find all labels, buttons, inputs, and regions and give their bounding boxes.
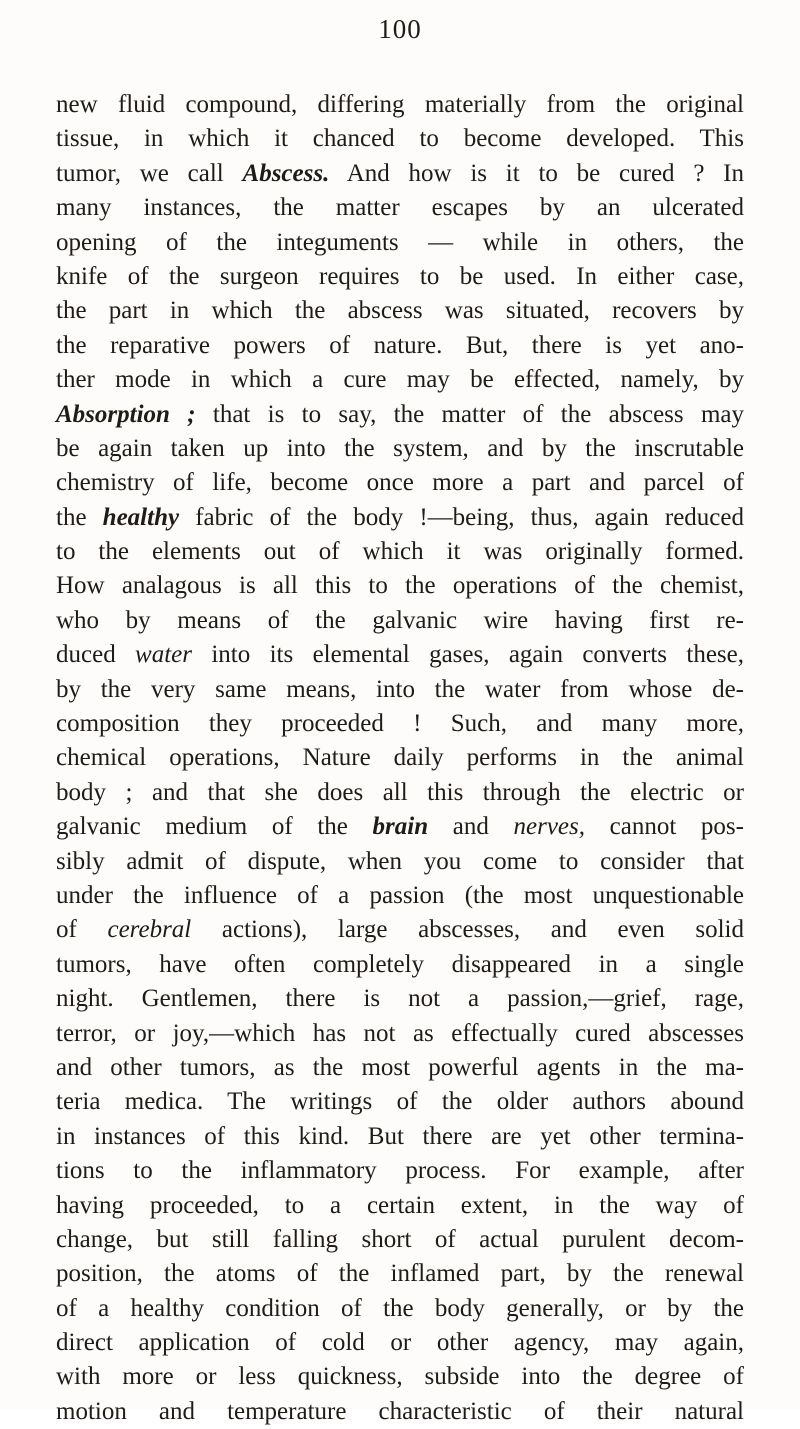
text-line (56, 1189, 744, 1223)
text-line (56, 1085, 744, 1119)
text-line (56, 501, 744, 535)
text-segment: night. Gentlemen, there is not a passion,—grief, rage, (56, 985, 744, 1013)
text-segment: motion and temperature characteristic of their natural (56, 1397, 744, 1425)
text-segment: tions to the inflammatory process. For example, after (56, 1157, 744, 1185)
text-segment: many instances, the matter escapes by an ulcerated (56, 194, 744, 222)
text-segment: ther mode in which a cure may be effected, namely, by (56, 366, 744, 394)
body-text (56, 88, 744, 1429)
text-segment: in instances of this kind. But there are yet other termina- (56, 1122, 744, 1150)
text-line (56, 398, 744, 432)
text-segment: sibly admit of dispute, when you come to consider that (56, 847, 744, 875)
text-line (56, 1017, 744, 1051)
text-line (56, 1051, 744, 1085)
text-line (56, 673, 744, 707)
text-segment: galvanic medium of the (56, 813, 373, 841)
text-segment: fabric of the body !—being, thus, again reduced (179, 503, 745, 531)
text-segment: cannot pos- (585, 813, 744, 841)
text-segment: and (428, 813, 514, 841)
text-segment: tumors, have often completely disappeared in a single (56, 950, 744, 978)
text-segment: the part in which the abscess was situated, recovers by (56, 297, 744, 325)
page-number: 100 (378, 14, 422, 44)
text-line (56, 294, 744, 328)
text-line (56, 1223, 744, 1257)
text-line (56, 1395, 744, 1429)
text-segment: teria medica. The writings of the older authors abound (56, 1088, 744, 1116)
emphasized-text: healthy (102, 503, 180, 531)
text-line (56, 122, 744, 156)
text-line (56, 1154, 744, 1188)
text-segment: terror, or joy,—which has not as effectually cured abscesses (56, 1019, 744, 1047)
text-segment: be again taken up into the system, and by the inscrutable (56, 434, 744, 462)
text-segment: And how is it to be cured ? In (329, 159, 745, 187)
text-line (56, 1120, 744, 1154)
text-segment: position, the atoms of the inflamed part, by the renewal (56, 1260, 744, 1288)
text-line (56, 535, 744, 569)
emphasized-text: nerves, (513, 813, 586, 841)
text-segment: by the very same means, into the water from whose de- (56, 675, 744, 703)
text-segment: tissue, in which it chanced to become developed. This (56, 125, 744, 153)
text-segment: having proceeded, to a certain extent, in the way of (56, 1191, 744, 1219)
text-line (56, 329, 744, 363)
text-line (56, 982, 744, 1016)
text-line (56, 226, 744, 260)
text-segment: to the elements out of which it was originally formed. (56, 538, 744, 566)
text-segment: direct application of cold or other agency, may again, (56, 1329, 744, 1357)
text-segment: opening of the integuments — while in others, the (56, 228, 744, 256)
emphasized-text: Abscess. (242, 159, 330, 187)
text-line (56, 776, 744, 810)
text-segment: change, but still falling short of actual purulent decom- (56, 1225, 744, 1253)
text-line (56, 1257, 744, 1291)
text-line (56, 432, 744, 466)
text-segment: and other tumors, as the most powerful agents in the ma- (56, 1053, 744, 1081)
text-segment: into its elemental gases, again converts these, (192, 641, 744, 669)
text-line (56, 157, 744, 191)
text-line (56, 638, 744, 672)
text-line (56, 1326, 744, 1360)
emphasized-text: cerebral (107, 916, 192, 944)
text-line (56, 879, 744, 913)
text-segment: new fluid compound, differing materially from the original (56, 91, 744, 118)
text-line (56, 1292, 744, 1326)
emphasized-text: water (135, 641, 192, 669)
text-line (56, 191, 744, 225)
text-line (56, 913, 744, 947)
text-line (56, 604, 744, 638)
text-segment: chemistry of life, become once more a part and parcel of (56, 469, 744, 497)
text-segment: body ; and that she does all this through the electric or (56, 778, 744, 806)
emphasized-text: brain (372, 813, 429, 841)
text-line (56, 948, 744, 982)
emphasized-text: Absorption ; (56, 400, 196, 428)
text-line (56, 707, 744, 741)
text-line (56, 466, 744, 500)
text-line (56, 569, 744, 603)
text-line (56, 1360, 744, 1394)
text-segment: of a healthy condition of the body generally, or by the (56, 1294, 744, 1322)
text-segment: chemical operations, Nature daily performs in the animal (56, 744, 744, 772)
text-segment: How analagous is all this to the operations of the chemist, (56, 572, 744, 600)
text-line (56, 810, 744, 844)
text-segment: of (56, 916, 108, 944)
text-segment: actions), large abscesses, and even solid (191, 916, 744, 944)
text-segment: knife of the surgeon requires to be used. In either case, (56, 262, 744, 290)
text-line (56, 363, 744, 397)
text-segment: with more or less quickness, subside into the degree of (56, 1363, 744, 1391)
text-segment: the (56, 503, 103, 531)
text-line (56, 741, 744, 775)
text-segment: composition they proceeded ! Such, and many more, (56, 710, 744, 738)
text-segment: who by means of the galvanic wire having first re- (56, 606, 744, 634)
text-line (56, 260, 744, 294)
text-segment: tumor, we call (56, 159, 243, 187)
text-segment: that is to say, the matter of the abscess may (195, 400, 744, 428)
text-line (56, 845, 744, 879)
text-line (56, 88, 744, 122)
text-segment: under the influence of a passion (the most unquestionable (56, 881, 744, 909)
text-segment: the reparative powers of nature. But, there is yet ano- (56, 331, 744, 359)
text-segment: duced (56, 641, 136, 669)
